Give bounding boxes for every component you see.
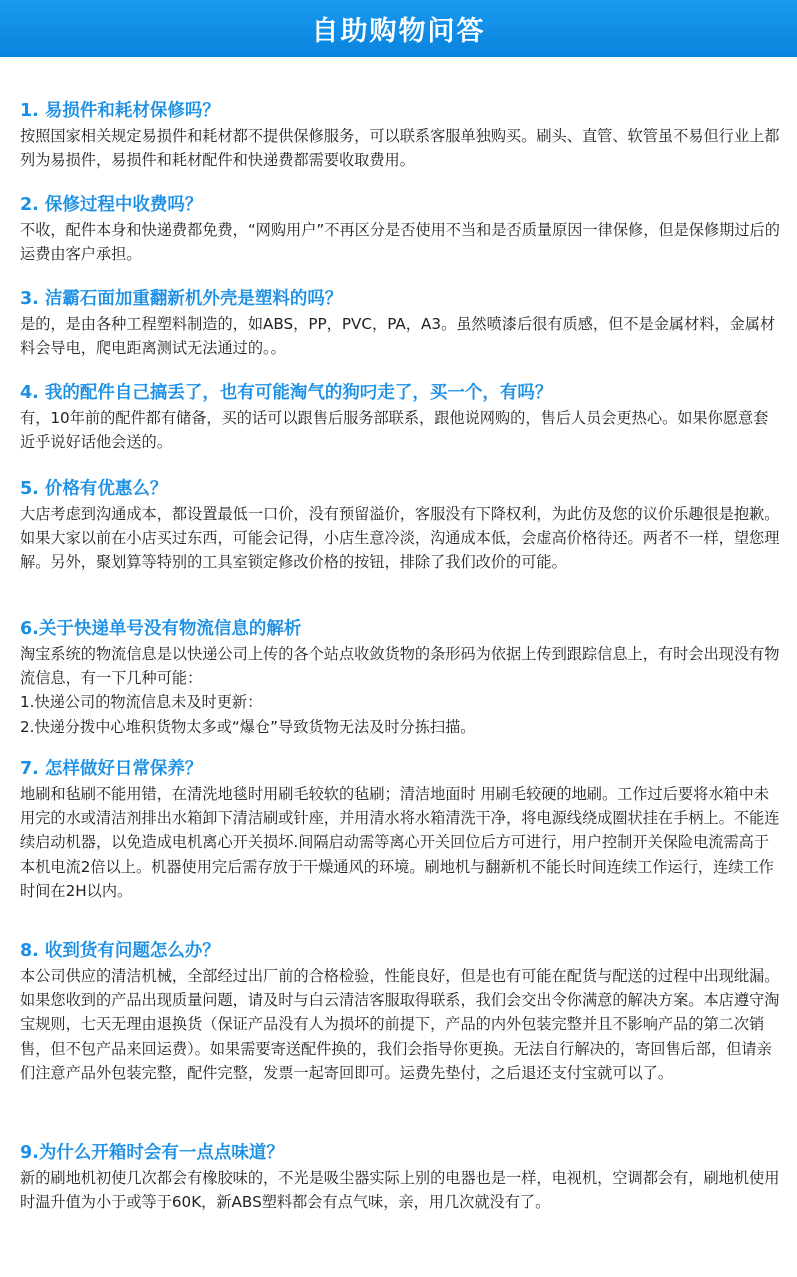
faq-answer xyxy=(20,964,780,1085)
answer-text: 本公司供应的清洁机械，全部经过出厂前的合格检验，性能良好，但是也有可能在配货与配送的过程中出现纰漏。如果您收到的产品出现质量问题，请及时与白云清洁客服取得联系，我们会交出令你满意的解决方案。本店遵守淘宝规则，七天无理由退换货（保证产品没有人为损坏的前提下，产品的内外包装完整并且不影响产品的第二次销售，但不包产品来回运费）。如果需要寄送配件换的，我们会指导你更换。无法自行解决的，寄回售后部，但请亲们注意产品外包装完整，配件完整，发票一起寄回即可。运费先垫付，之后退还支付宝就可以了。 xyxy=(20,967,780,1082)
faq-item-1 xyxy=(20,98,780,172)
faq-question: 4. 我的配件自己搞丢了，也有可能淘气的狗叼走了，买一个，有吗？ xyxy=(20,383,553,403)
answer-text: 是的，是由各种工程塑料制造的，如ABS，PP，PVC，PA，A3。虽然喷漆后很有质感，但不是金属材料，金属材料会导电，爬电距离测试无法通过的。。 xyxy=(20,315,776,358)
faq-item-7 xyxy=(20,756,780,903)
faq-answer xyxy=(20,218,780,266)
faq-question: 2. 保修过程中收费吗？ xyxy=(20,195,203,215)
faq-question: 9.为什么开箱时会有一点点味道？ xyxy=(20,1143,284,1163)
answer-text: 新的刷地机初使几次都会有橡胶味的，不光是吸尘器实际上别的电器也是一样，电视机，空调都会有，刷地机使用时温升值为小于或等于60K，新ABS塑料都会有点气味，亲，用几次就没有了。 xyxy=(20,1169,780,1212)
faq-item-2 xyxy=(20,192,780,266)
faq-question: 6.关于快递单号没有物流信息的解析 xyxy=(20,619,302,639)
faq-item-3 xyxy=(20,286,780,360)
faq-question: 3. 洁霸石面加重翻新机外壳是塑料的吗？ xyxy=(20,289,343,309)
faq-item-8 xyxy=(20,938,780,1085)
faq-item-6 xyxy=(20,616,780,739)
faq-item-9 xyxy=(20,1140,780,1214)
answer-text: 淘宝系统的物流信息是以快递公司上传的各个站点收敛货物的条形码为依据上传到跟踪信息上，有时会出现没有物流信息，有一下几种可能： xyxy=(20,645,780,688)
faq-answer xyxy=(20,502,780,575)
faq-answer xyxy=(20,1166,780,1214)
faq-question: 5. 价格有优惠么？ xyxy=(20,479,168,499)
faq-question: 1. 易损件和耗材保修吗？ xyxy=(20,101,220,121)
answer-text: 按照国家相关规定易损件和耗材都不提供保修服务，可以联系客服单独购买。刷头、直管、软管虽不易但行业上都列为易损件，易损件和耗材配件和快递费都需要收取费用。 xyxy=(20,127,780,170)
faq-answer xyxy=(20,312,780,360)
faq-answer xyxy=(20,642,780,739)
header-banner xyxy=(0,0,797,57)
faq-answer xyxy=(20,124,780,172)
faq-answer xyxy=(20,782,780,903)
page-title: 自助购物问答 xyxy=(311,16,486,47)
faq-question: 7. 怎样做好日常保养？ xyxy=(20,759,203,779)
faq-item-4 xyxy=(20,380,780,454)
answer-text: 地刷和毡刷不能用错，在清洗地毯时用刷毛较软的毡刷；清洁地面时 用刷毛较硬的地刷。工作过后要将水箱中未用完的水或清洁剂排出水箱卸下清洁刷或针座，并用清水将水箱清洗干净，将电源线绕成圈状挂在手柄上。不能连续启动机器，以免造成电机离心开关损坏.间隔启动需等离心开关回位后方可进行，用户控制开关保险电流需高于本机电流2倍以上。机器使用完后需存放于干燥通风的环境。刷地机与翻新机不能长时间连续工作运行，连续工作时间在2H以内。 xyxy=(20,785,780,900)
answer-text: 有，10年前的配件都有储备，买的话可以跟售后服务部联系，跟他说网购的，售后人员会更热心。如果你愿意套近乎说好话他会送的。 xyxy=(20,409,769,452)
answer-list-item: 1.快递公司的物流信息未及时更新： xyxy=(20,693,263,712)
answer-list-item: 2.快递分拨中心堆积货物太多或“爆仓”导致货物无法及时分拣扫描。 xyxy=(20,717,476,736)
faq-question: 8. 收到货有问题怎么办？ xyxy=(20,941,220,961)
faq-answer xyxy=(20,406,780,454)
answer-text: 不收，配件本身和快递费都免费，“网购用户”不再区分是否使用不当和是否质量原因一律保修，但是保修期过后的运费由客户承担。 xyxy=(20,221,780,264)
faq-item-5 xyxy=(20,476,780,575)
answer-text: 大店考虑到沟通成本，都设置最低一口价，没有预留溢价，客服没有下降权利，为此仿及您的议价乐趣很是抱歉。如果大家以前在小店买过东西，可能会记得，小店生意冷淡，沟通成本低，会虚高价格待还。两者不一样，望您理解。另外，聚划算等特别的工具室锁定修改价格的按钮，排除了我们改价的可能。 xyxy=(20,505,780,572)
